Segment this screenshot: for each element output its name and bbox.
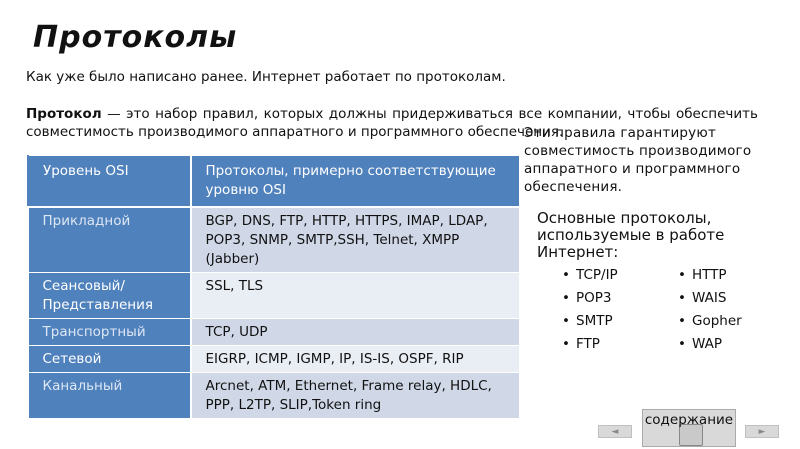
definition-term: Протокол: [26, 106, 102, 122]
header-protocols: Протоколы, примерно соответствующие уровню OSI: [191, 156, 520, 208]
protocol-list-right: [678, 264, 742, 356]
list-item: • POP3: [562, 287, 618, 310]
protocols-cell: Arcnet, ATM, Ethernet, Frame relay, HDLC, PPP, L2TP, SLIP,Token ring: [191, 373, 520, 419]
table-of-contents-button[interactable]: [642, 409, 736, 447]
protocols-cell: EIGRP, ICMP, IGMP, IP, IS-IS, OSPF, RIP: [191, 346, 520, 373]
protocols-cell: TCP, UDP: [191, 319, 520, 346]
table-header-row: [28, 156, 520, 208]
table-row: [28, 346, 520, 373]
prev-slide-button[interactable]: ◄: [598, 425, 632, 438]
next-slide-button[interactable]: ►: [745, 425, 779, 438]
toc-label: содержание: [644, 412, 734, 428]
table-row: [28, 273, 520, 319]
list-item: • Gopher: [678, 310, 742, 333]
list-item: • FTP: [562, 333, 618, 356]
table-row: [28, 373, 520, 419]
osi-level-cell: Сеансовый/Представления: [28, 273, 191, 319]
osi-level-cell: Транспортный: [28, 319, 191, 346]
main-protocols-heading: Основные протоколы, используемые в работе Интернет:: [537, 209, 725, 261]
list-item: • WAIS: [678, 287, 742, 310]
list-item: • WAP: [678, 333, 742, 356]
slide-title: Протоколы: [33, 20, 238, 55]
table-row: [28, 207, 520, 273]
osi-level-cell: Прикладной: [28, 207, 191, 273]
protocols-cell: BGP, DNS, FTP, HTTP, HTTPS, IMAP, LDAP, POP3, SNMP, SMTP,SSH, Telnet, XMPP (Jabber): [191, 207, 520, 273]
osi-level-cell: Канальный: [28, 373, 191, 419]
osi-protocols-table: [27, 155, 520, 419]
osi-level-cell: Сетевой: [28, 346, 191, 373]
protocol-list-left: [562, 264, 618, 356]
list-item: • HTTP: [678, 264, 742, 287]
list-item: • SMTP: [562, 310, 618, 333]
list-item: • TCP/IP: [562, 264, 618, 287]
intro-text: Как уже было написано ранее. Интернет работает по протоколам.: [26, 69, 506, 85]
header-osi-level: Уровень OSI: [28, 156, 191, 208]
protocols-cell: SSL, TLS: [191, 273, 520, 319]
table-row: [28, 319, 520, 346]
definition-text: — это набор правил, которых должны придерживаться все компании, чтобы обеспечить совместимость производимого аппаратного и программного обеспечения.: [26, 106, 758, 140]
overlay-text: Эти правила гарантируют совместимость производимого аппаратного и программного обеспечения.: [524, 125, 752, 195]
